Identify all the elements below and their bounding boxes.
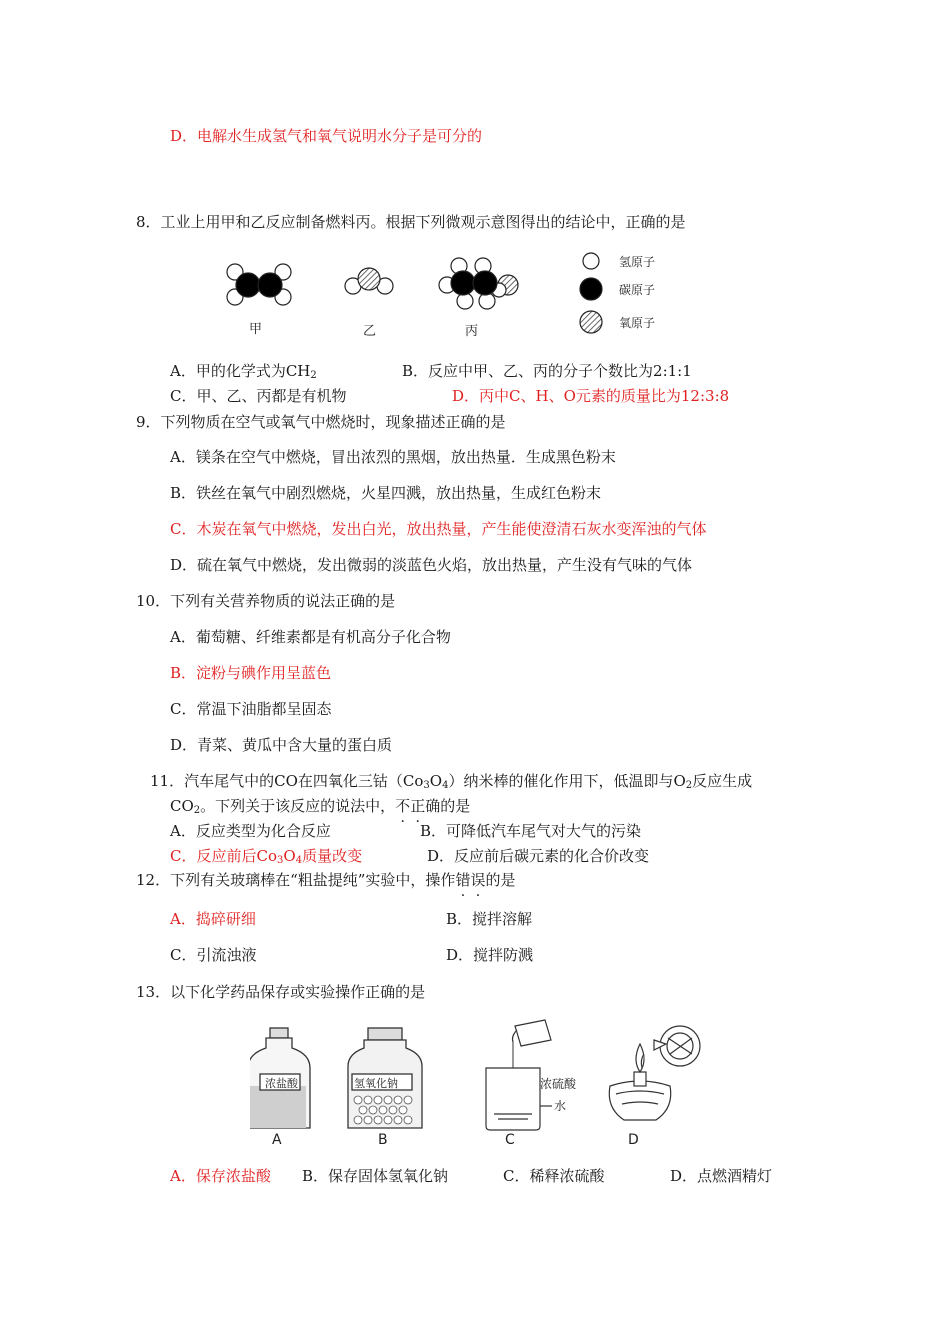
q9-stem: 9．下列物质在空气或氧气中燃烧时，现象描述正确的是 — [136, 413, 506, 431]
q13-option-c: C．稀释浓硫酸 — [503, 1167, 605, 1185]
q11-stem-line2: $CO_2$。下列关于该反应的说法中，不正确的是 — [170, 797, 471, 816]
q8-option-c: C．甲、乙、丙都是有机物 — [170, 387, 347, 405]
q9-option-c: C．木炭在氧气中燃烧，发出白光，放出热量，产生能使澄清石灰水变浑浊的气体 — [170, 520, 707, 538]
q13-figures — [250, 1018, 720, 1150]
q9-option-d: D．硫在氧气中燃烧，发出微弱的淡蓝色火焰，放出热量，产生没有气味的气体 — [170, 556, 693, 574]
fig-b-label: B — [378, 1132, 388, 1148]
q11-option-a: A．反应类型为化合反应 — [170, 822, 331, 840]
q12-option-b: B．搅拌溶解 — [446, 910, 533, 928]
q11-option-b: B．可降低汽车尾气对大气的污染 — [420, 822, 642, 840]
acid-label: 浓硫酸 — [540, 1077, 577, 1091]
water-label: 水 — [554, 1099, 567, 1113]
q8-option-b: B．反应中甲、乙、丙的分子个数比为2:1:1 — [402, 362, 692, 380]
molecule-jia — [227, 264, 291, 305]
alcohol-lamp-icon — [609, 1026, 700, 1120]
molecule-bing — [439, 258, 518, 309]
beaker-pour-icon — [486, 1020, 552, 1130]
oxygen-legend-icon — [580, 311, 602, 333]
q8-stem: 8．工业上用甲和乙反应制备燃料丙。根据下列微观示意图得出的结论中，正确的是 — [136, 213, 686, 231]
q13-option-a: A．保存浓盐酸 — [170, 1167, 271, 1185]
q8-option-a: A．甲的化学式为$CH_2$ — [170, 362, 317, 381]
fig-d-label: D — [628, 1132, 639, 1148]
q12-option-d: D．搅拌防溅 — [446, 946, 534, 964]
fig-a-label: A — [272, 1132, 282, 1148]
q10-option-c: C．常温下油脂都呈固态 — [170, 700, 332, 718]
bottle-a-label: 浓盐酸 — [265, 1077, 298, 1090]
q7-option-d: D．电解水生成氢气和氧气说明水分子是可分的 — [170, 127, 483, 145]
q11-option-d: D．反应前后碳元素的化合价改变 — [427, 847, 650, 865]
q13-option-d: D．点燃酒精灯 — [670, 1167, 773, 1185]
legend — [580, 253, 602, 333]
fig-c-label: C — [505, 1132, 515, 1148]
q12-option-c: C．引流浊液 — [170, 946, 257, 964]
q9-option-b: B．铁丝在氧气中剧烈燃烧，火星四溅，放出热量，生成红色粉末 — [170, 484, 602, 502]
q8-option-d: D．丙中C、H、O元素的质量比为12:3:8 — [452, 387, 730, 405]
label-jia: 甲 — [249, 322, 263, 337]
q12-stem: 12．下列有关玻璃棒在“粗盐提纯”实验中，操作错误的是 — [136, 871, 516, 889]
q10-option-d: D．青菜、黄瓜中含大量的蛋白质 — [170, 736, 393, 754]
legend-oxygen-label: 氧原子 — [619, 316, 656, 330]
legend-hydrogen-label: 氢原子 — [619, 255, 656, 269]
q11-stem-line1: 11．汽车尾气中的CO在四氧化三钴$(Co_3O_4)$纳米棒的催化作用下，低温即与$O_2$反应生成 — [150, 772, 753, 791]
q12-option-a: A．捣碎研细 — [170, 910, 256, 928]
bottle-b-label: 氢氧化钠 — [354, 1077, 398, 1090]
q11-option-c: C．反应前后$Co_3O_4$质量改变 — [170, 847, 363, 866]
label-yi: 乙 — [363, 324, 377, 339]
q9-option-a: A．镁条在空气中燃烧，冒出浓烈的黑烟，放出热量．生成黑色粉末 — [170, 448, 616, 466]
molecule-yi — [345, 268, 393, 294]
q10-option-a: A．葡萄糖、纤维素都是有机高分子化合物 — [170, 628, 451, 646]
q8-molecule-diagram — [215, 252, 685, 344]
q13-stem: 13．以下化学药品保存或实验操作正确的是 — [136, 983, 426, 1001]
q10-stem: 10．下列有关营养物质的说法正确的是 — [136, 592, 396, 610]
q13-option-b: B．保存固体氢氧化钠 — [302, 1167, 449, 1185]
label-bing: 丙 — [465, 324, 479, 339]
q10-option-b: B．淀粉与碘作用呈蓝色 — [170, 664, 332, 682]
hydrogen-legend-icon — [583, 253, 599, 269]
legend-carbon-label: 碳原子 — [619, 283, 656, 297]
carbon-legend-icon — [580, 278, 602, 300]
